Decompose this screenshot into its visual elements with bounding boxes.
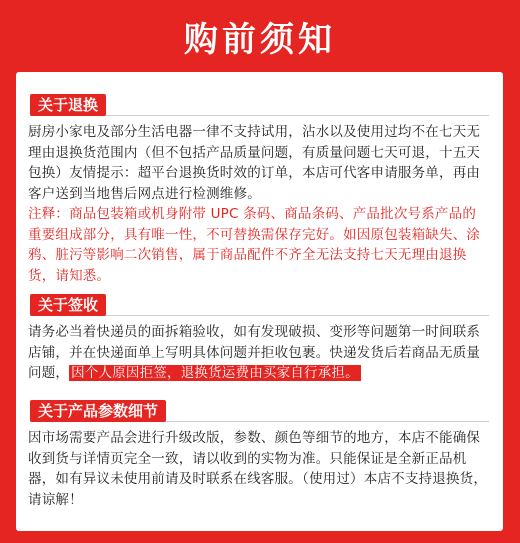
- section-returns: [16, 94, 503, 286]
- section-tag: 关于产品参数细节: [30, 400, 166, 422]
- notice-card: [16, 72, 503, 531]
- section-tag: 关于退换: [30, 94, 106, 116]
- header: [0, 0, 520, 72]
- returns-note-text: 注释：商品包装箱或机身附带 UPC 条码、商品条码、产品批次号系产品的重要组成部分，具有唯一性，不可替换需保存完好。如因原包装箱缺失、涂鸦、脏污等影响二次销售，属于商品配件不齐全无法支持七天无理由退换货，请知悉。: [28, 206, 481, 284]
- page-title: 购前须知: [184, 19, 336, 60]
- section-tag: 关于签收: [30, 294, 106, 316]
- section-header: [30, 294, 503, 316]
- section-receipt: [16, 294, 503, 384]
- receipt-text-main: 请务必当着快递员的面拆箱验收，如有发现破损、变形等问题第一时间联系店铺，并在快递面单上写明具体问题并拒收包裹。快递发货后若商品无质量问题，: [28, 324, 481, 381]
- receipt-text: [28, 322, 489, 384]
- details-text: 因市场需要产品会进行升级改版，参数、颜色等细节的地方，本店不能确保收到货与详情页完全一致，请以收到的实物为准。只能保证是全新正品机器，如有异议未使用前请及时联系在线客服。（使用过）本店不支持退换货，请谅解！: [28, 430, 488, 508]
- receipt-highlight: 因个人原因拒签，退换货运费由买家自行承担。: [71, 365, 359, 381]
- returns-policy-text: 厨房小家电及部分生活电器一律不支持试用，沾水以及使用过均不在七天无理由退换货范围内（但不包括产品质量问题，有质量问题七天可退，十五天包换）友情提示：超平台退换货时效的订单，本店可代客申请服务单，再由客户送到当地售后网点进行检测维修。: [28, 124, 481, 202]
- section-header: [30, 94, 503, 116]
- section-header: [30, 400, 503, 422]
- section-details: [16, 400, 503, 510]
